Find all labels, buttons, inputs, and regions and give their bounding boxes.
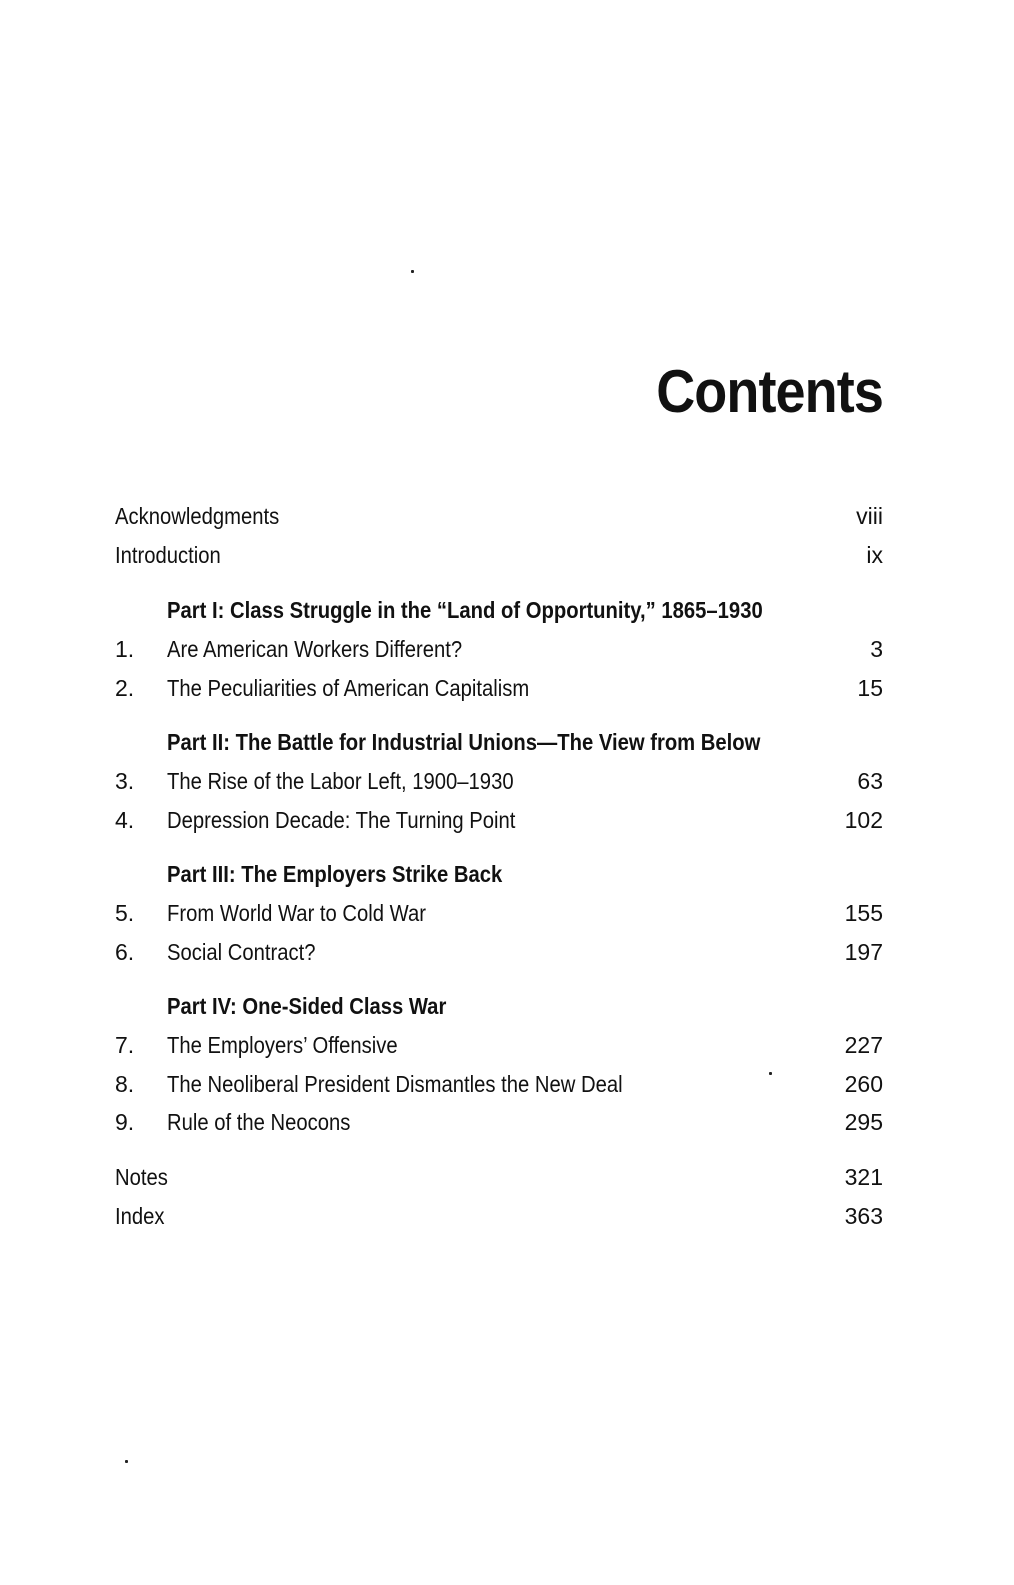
chapter-number: 3. [115,767,135,794]
toc-entry-page: 155 [844,900,883,927]
toc-entry-page: 227 [844,1032,883,1059]
toc-entry-chapter[interactable] [115,1065,883,1104]
toc-entry-page: 197 [844,938,883,965]
chapter-number: 2. [115,674,135,701]
toc-entry-label: Index [115,1202,165,1229]
toc-entry-label: The Neoliberal President Dismantles the New Deal [167,1070,623,1097]
toc-entry-label: Social Contract? [167,938,316,965]
toc-entry-label: The Rise of the Labor Left, 1900–1930 [167,767,514,794]
part-heading: Part II: The Battle for Industrial Unions—The View from Below [167,729,761,756]
toc-entry-page: 63 [857,767,883,794]
toc-entry-label: Depression Decade: The Turning Point [167,806,516,833]
toc-entry-introduction[interactable] [115,536,883,575]
chapter-number: 9. [115,1109,135,1136]
chapter-number: 7. [115,1032,135,1059]
toc-entry-page: 260 [844,1070,883,1097]
toc-entry-label: Notes [115,1164,168,1191]
toc-entry-page: ix [866,541,883,568]
toc-entry-notes[interactable] [115,1158,883,1197]
toc-entry-page: viii [856,502,883,529]
toc-entry-chapter[interactable] [115,669,883,708]
toc-entry-page: 102 [844,806,883,833]
part-heading: Part I: Class Struggle in the “Land of Opportunity,” 1865–1930 [167,597,763,624]
toc-entry-page: 363 [844,1202,883,1229]
toc-entry-label: Rule of the Neocons [167,1109,351,1136]
toc-entry-page: 3 [870,635,883,662]
scan-speck [125,1460,128,1463]
toc-entry-chapter[interactable] [115,1026,883,1065]
toc-entry-chapter[interactable] [115,933,883,972]
toc-entry-chapter[interactable] [115,630,883,669]
toc-entry-label: Are American Workers Different? [167,635,463,662]
toc-entry-page: 15 [857,674,883,701]
chapter-number: 4. [115,806,135,833]
chapter-number: 8. [115,1070,135,1097]
toc-entry-label: Introduction [115,541,221,568]
table-of-contents [115,497,883,1236]
toc-entry-chapter[interactable] [115,894,883,933]
toc-entry-chapter[interactable] [115,801,883,840]
part-heading: Part IV: One-Sided Class War [167,993,447,1020]
part-heading: Part III: The Employers Strike Back [167,861,503,888]
chapter-number: 1. [115,635,135,662]
chapter-number: 5. [115,900,135,927]
toc-entry-acknowledgments[interactable] [115,497,883,536]
toc-entry-chapter[interactable] [115,762,883,801]
toc-entry-chapter[interactable] [115,1104,883,1143]
toc-entry-label: The Peculiarities of American Capitalism [167,674,530,701]
toc-entry-label: The Employers’ Offensive [167,1032,398,1059]
chapter-number: 6. [115,938,135,965]
toc-entry-index[interactable] [115,1197,883,1236]
toc-entry-label: From World War to Cold War [167,900,427,927]
toc-entry-page: 295 [844,1109,883,1136]
scan-speck [411,270,414,273]
toc-entry-label: Acknowledgments [115,502,280,529]
page-title: Contents [656,358,883,425]
toc-entry-page: 321 [844,1164,883,1191]
